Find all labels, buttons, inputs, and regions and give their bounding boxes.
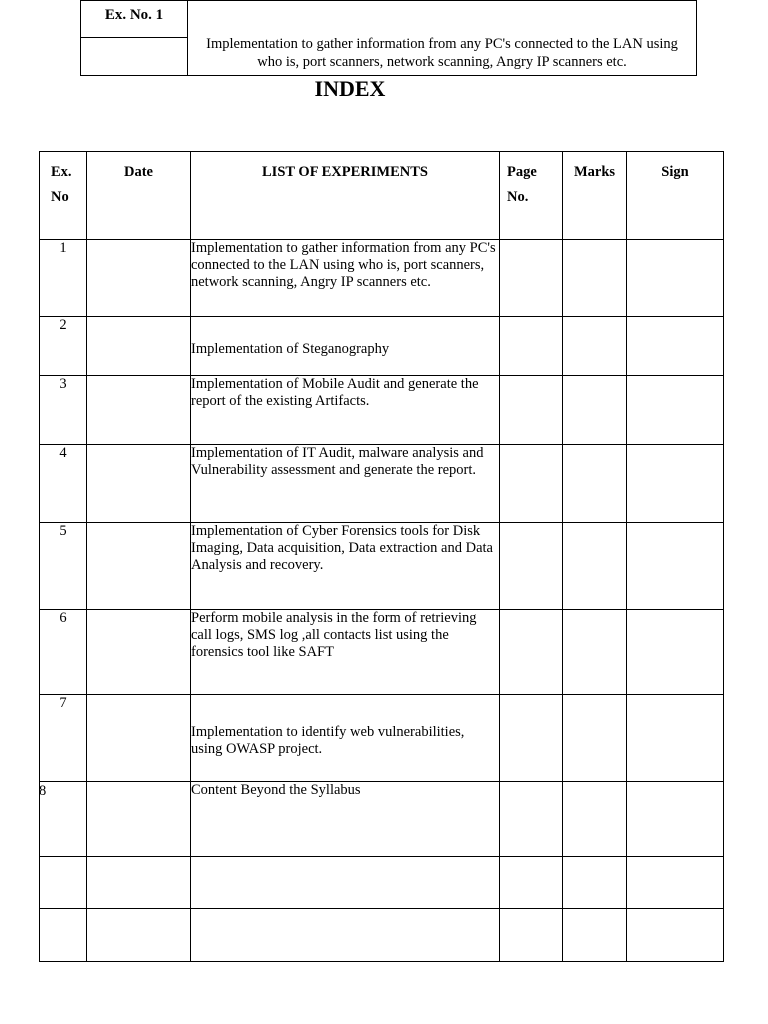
sign-cell bbox=[627, 240, 724, 317]
table-row bbox=[40, 376, 724, 445]
date-cell bbox=[87, 445, 191, 523]
marks-cell bbox=[563, 376, 627, 445]
marks-cell bbox=[563, 523, 627, 610]
marks-cell bbox=[563, 240, 627, 317]
row-number: 5 bbox=[40, 523, 87, 610]
date-cell bbox=[87, 857, 191, 909]
table-row bbox=[40, 523, 724, 610]
col-marks: Marks bbox=[563, 152, 627, 240]
marks-cell bbox=[563, 857, 627, 909]
col-sign: Sign bbox=[627, 152, 724, 240]
row-number: 7 bbox=[40, 695, 87, 782]
experiment-cell: Implementation of Steganography bbox=[191, 317, 500, 376]
sign-cell bbox=[627, 909, 724, 962]
row-number: 6 bbox=[40, 610, 87, 695]
table-row bbox=[40, 317, 724, 376]
experiment-cell: Implementation of Mobile Audit and generate the report of the existing Artifacts. bbox=[191, 376, 500, 445]
row-number: 8 bbox=[40, 782, 87, 857]
table-row-empty bbox=[40, 857, 724, 909]
row-number bbox=[40, 857, 87, 909]
table-row-empty bbox=[40, 909, 724, 962]
date-cell bbox=[87, 376, 191, 445]
page-cell bbox=[500, 376, 563, 445]
index-title: INDEX bbox=[314, 76, 386, 101]
table-row bbox=[40, 445, 724, 523]
date-cell bbox=[87, 317, 191, 376]
experiment-title: Implementation to gather information from any PC's connected to the LAN using who is, port scanners, network scanning, Angry IP scanners etc. bbox=[206, 36, 678, 70]
page-cell bbox=[500, 523, 563, 610]
marks-cell bbox=[563, 909, 627, 962]
table-header-row bbox=[40, 152, 724, 240]
table-row bbox=[40, 240, 724, 317]
sign-cell bbox=[627, 376, 724, 445]
experiment-cell: Implementation of Cyber Forensics tools for Disk Imaging, Data acquisition, Data extraction and Data Analysis and recovery. bbox=[191, 523, 500, 610]
sign-cell bbox=[627, 523, 724, 610]
marks-cell bbox=[563, 695, 627, 782]
sign-cell bbox=[627, 317, 724, 376]
date-cell bbox=[87, 782, 191, 857]
experiment-cell: Perform mobile analysis in the form of retrieving call logs, SMS log ,all contacts list using the forensics tool like SAFT bbox=[191, 610, 500, 695]
index-table bbox=[39, 151, 724, 962]
page-cell bbox=[500, 317, 563, 376]
page-cell bbox=[500, 857, 563, 909]
page-cell bbox=[500, 695, 563, 782]
sign-cell bbox=[627, 610, 724, 695]
sign-cell bbox=[627, 782, 724, 857]
col-experiments: LIST OF EXPERIMENTS bbox=[191, 152, 500, 240]
marks-cell bbox=[563, 445, 627, 523]
experiment-cell: Implementation to gather information from any PC's connected to the LAN using who is, port scanners, network scanning, Angry IP scanners etc. bbox=[191, 240, 500, 317]
table-row bbox=[40, 695, 724, 782]
row-number: 3 bbox=[40, 376, 87, 445]
col-ex-no: Ex. No bbox=[40, 152, 87, 240]
experiment-cell: Implementation to identify web vulnerabilities, using OWASP project. bbox=[191, 695, 500, 782]
page-cell bbox=[500, 909, 563, 962]
sign-cell bbox=[627, 857, 724, 909]
row-number: 1 bbox=[40, 240, 87, 317]
date-cell bbox=[87, 909, 191, 962]
ex-no-label: Ex. No. 1 bbox=[81, 1, 187, 38]
col-page-no: Page No. bbox=[500, 152, 563, 240]
marks-cell bbox=[563, 782, 627, 857]
page-cell bbox=[500, 445, 563, 523]
experiment-header-box bbox=[80, 0, 697, 76]
row-number: 4 bbox=[40, 445, 87, 523]
marks-cell bbox=[563, 317, 627, 376]
page-cell bbox=[500, 782, 563, 857]
date-cell bbox=[87, 523, 191, 610]
table-row bbox=[40, 782, 724, 857]
row-number: 2 bbox=[40, 317, 87, 376]
experiment-cell: Implementation of IT Audit, malware analysis and Vulnerability assessment and generate the report. bbox=[191, 445, 500, 523]
page-cell bbox=[500, 240, 563, 317]
experiment-cell: Content Beyond the Syllabus bbox=[191, 782, 500, 857]
sign-cell bbox=[627, 445, 724, 523]
page-cell bbox=[500, 610, 563, 695]
table-row bbox=[40, 610, 724, 695]
ex-no-column bbox=[81, 1, 188, 75]
experiment-cell bbox=[191, 909, 500, 962]
date-cell bbox=[87, 240, 191, 317]
experiment-cell bbox=[191, 857, 500, 909]
row-number bbox=[40, 909, 87, 962]
marks-cell bbox=[563, 610, 627, 695]
date-cell bbox=[87, 695, 191, 782]
sign-cell bbox=[627, 695, 724, 782]
date-cell bbox=[87, 610, 191, 695]
col-date: Date bbox=[87, 152, 191, 240]
